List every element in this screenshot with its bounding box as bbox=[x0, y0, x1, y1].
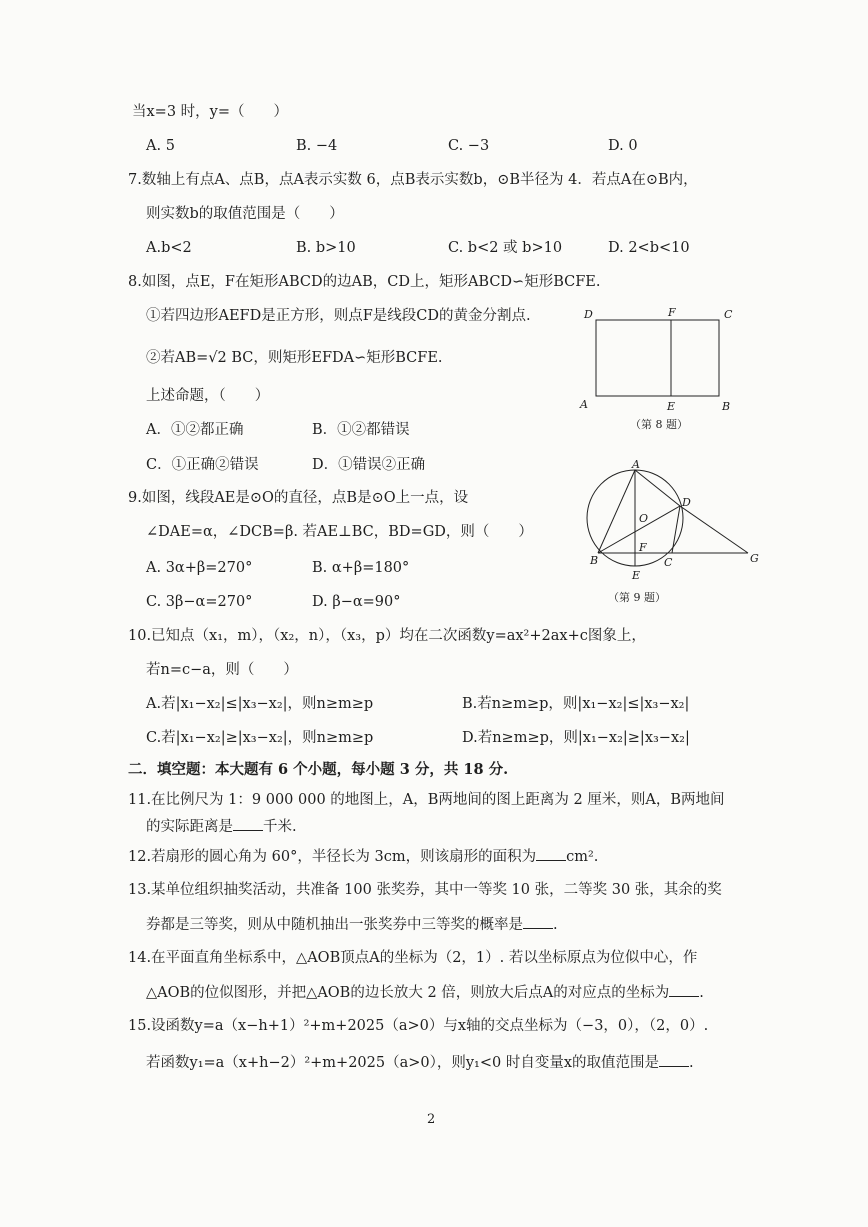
q7-line-2: 则实数b的取值范围是（ ） bbox=[146, 206, 344, 222]
q6-option-a: A. 5 bbox=[146, 138, 175, 154]
q6-option-b: B. −4 bbox=[296, 138, 338, 154]
q14-line-1: 14.在平面直角坐标系中，△AOB顶点A的坐标为（2，1）. 若以坐标原点为位似中心，作 bbox=[128, 950, 698, 966]
q13-line-1: 13.某单位组织抽奖活动，共准备 100 张奖券，其中一等奖 10 张，二等奖 30 张，其余的奖 bbox=[128, 882, 722, 898]
fig8-label-d: D bbox=[584, 308, 593, 321]
q12-text-b: cm². bbox=[566, 849, 599, 865]
q13-answer-blank[interactable] bbox=[523, 914, 553, 929]
q8-line-4: 上述命题，（ ） bbox=[146, 388, 270, 404]
q8-line-3: ②若AB=√2 BC，则矩形EFDA∽矩形BCFE. bbox=[146, 350, 443, 366]
q9-option-c: C. 3β−α=270° bbox=[146, 594, 253, 610]
fig9-label-g: G bbox=[750, 552, 759, 565]
q13-text-b: . bbox=[553, 917, 558, 933]
fig9-label-o: O bbox=[639, 512, 649, 525]
q14-text-a: △AOB的位似图形，并把△AOB的边长放大 2 倍，则放大后点A的对应点的坐标为 bbox=[146, 985, 670, 1001]
q15-line-2 bbox=[146, 1052, 694, 1073]
q6-stem: 当x=3 时，y=（ ） bbox=[132, 104, 289, 120]
fig9-label-d: D bbox=[682, 496, 691, 509]
q12-line bbox=[128, 846, 598, 867]
q8-line-1: 8.如图，点E，F在矩形ABCD的边AB，CD上，矩形ABCD∽矩形BCFE. bbox=[128, 274, 601, 290]
q9-option-d: D. β−α=90° bbox=[312, 594, 401, 610]
q10-option-c: C.若|x₁−x₂|≥|x₃−x₂|，则n≥m≥p bbox=[146, 730, 374, 746]
q10-option-d: D.若n≥m≥p，则|x₁−x₂|≥|x₃−x₂| bbox=[462, 730, 690, 746]
fig9-caption: （第 9 题） bbox=[608, 591, 666, 604]
q9-circle-figure bbox=[580, 458, 766, 608]
q13-text-a: 券都是三等奖，则从中随机抽出一张奖券中三等奖的概率是 bbox=[146, 917, 523, 933]
q7-option-b: B. b>10 bbox=[296, 240, 356, 256]
q9-line-2: ∠DAE=α，∠DCB=β. 若AE⊥BC，BD=GD，则（ ） bbox=[146, 524, 533, 540]
fig9-label-b: B bbox=[590, 554, 599, 567]
q14-line-2 bbox=[146, 982, 704, 1003]
q9-option-a: A. 3α+β=270° bbox=[146, 560, 253, 576]
q10-option-a: A.若|x₁−x₂|≤|x₃−x₂|，则n≥m≥p bbox=[146, 696, 374, 712]
q15-text-b: . bbox=[689, 1055, 694, 1071]
q9-line-1: 9.如图，线段AE是⊙O的直径，点B是⊙O上一点，设 bbox=[128, 490, 469, 506]
q8-option-a: A．①②都正确 bbox=[146, 422, 244, 438]
fig8-label-a: A bbox=[580, 398, 588, 411]
q12-text-a: 12.若扇形的圆心角为 60°，半径长为 3cm，则该扇形的面积为 bbox=[128, 849, 537, 865]
q10-line-2: 若n=c−a，则（ ） bbox=[146, 662, 298, 678]
q14-answer-blank[interactable] bbox=[669, 982, 699, 997]
q14-text-b: . bbox=[699, 985, 704, 1001]
q7-option-d: D. 2<b<10 bbox=[608, 240, 690, 256]
section-2-heading: 二．填空题：本大题有 6 个小题，每小题 3 分，共 18 分. bbox=[128, 761, 509, 778]
fig9-label-a: A bbox=[632, 458, 640, 471]
fig9-label-c: C bbox=[664, 556, 673, 569]
q6-option-d: D. 0 bbox=[608, 138, 638, 154]
q15-answer-blank[interactable] bbox=[659, 1052, 689, 1067]
q12-answer-blank[interactable] bbox=[536, 846, 566, 861]
q11-line-2 bbox=[146, 816, 297, 837]
q7-option-a: A.b<2 bbox=[146, 240, 192, 256]
q11-text-a: 的实际距离是 bbox=[146, 819, 233, 835]
fig9-label-e: E bbox=[632, 569, 641, 582]
q13-line-2 bbox=[146, 914, 558, 935]
q6-option-c: C. −3 bbox=[448, 138, 490, 154]
fig8-caption: （第 8 题） bbox=[630, 418, 688, 431]
q15-text-a: 若函数y₁=a（x+h−2）²+m+2025（a>0），则y₁<0 时自变量x的取值范围是 bbox=[146, 1055, 660, 1071]
fig8-label-c: C bbox=[724, 308, 733, 321]
q8-option-b: B．①②都错误 bbox=[312, 422, 410, 438]
q8-option-d: D．①错误②正确 bbox=[312, 457, 426, 473]
q10-option-b: B.若n≥m≥p，则|x₁−x₂|≤|x₃−x₂| bbox=[462, 696, 690, 712]
fig9-label-f: F bbox=[639, 541, 647, 554]
q8-rectangle-figure bbox=[576, 302, 746, 434]
q10-line-1: 10.已知点（x₁，m），（x₂，n），（x₃，p）均在二次函数y=ax²+2ax+c图象上， bbox=[128, 628, 646, 644]
fig8-label-f: F bbox=[668, 306, 676, 319]
fig8-label-e: E bbox=[667, 400, 676, 413]
fig8-label-b: B bbox=[722, 400, 731, 413]
q11-text-b: 千米. bbox=[263, 819, 297, 835]
q8-option-c: C．①正确②错误 bbox=[146, 457, 259, 473]
q11-line-1: 11.在比例尺为 1：9 000 000 的地图上，A，B两地间的图上距离为 2 厘米，则A，B两地间 bbox=[128, 792, 725, 808]
q8-line-2: ①若四边形AEFD是正方形，则点F是线段CD的黄金分割点. bbox=[146, 308, 531, 324]
q9-option-b: B. α+β=180° bbox=[312, 560, 410, 576]
q7-option-c: C. b<2 或 b>10 bbox=[448, 240, 563, 256]
q15-line-1: 15.设函数y=a（x−h+1）²+m+2025（a>0）与x轴的交点坐标为（−3，0），（2，0）. bbox=[128, 1018, 709, 1034]
q11-answer-blank[interactable] bbox=[233, 816, 263, 831]
page-number: 2 bbox=[427, 1112, 436, 1127]
q7-line-1: 7.数轴上有点A、点B，点A表示实数 6，点B表示实数b，⊙B半径为 4．若点A在⊙B内， bbox=[128, 172, 698, 188]
